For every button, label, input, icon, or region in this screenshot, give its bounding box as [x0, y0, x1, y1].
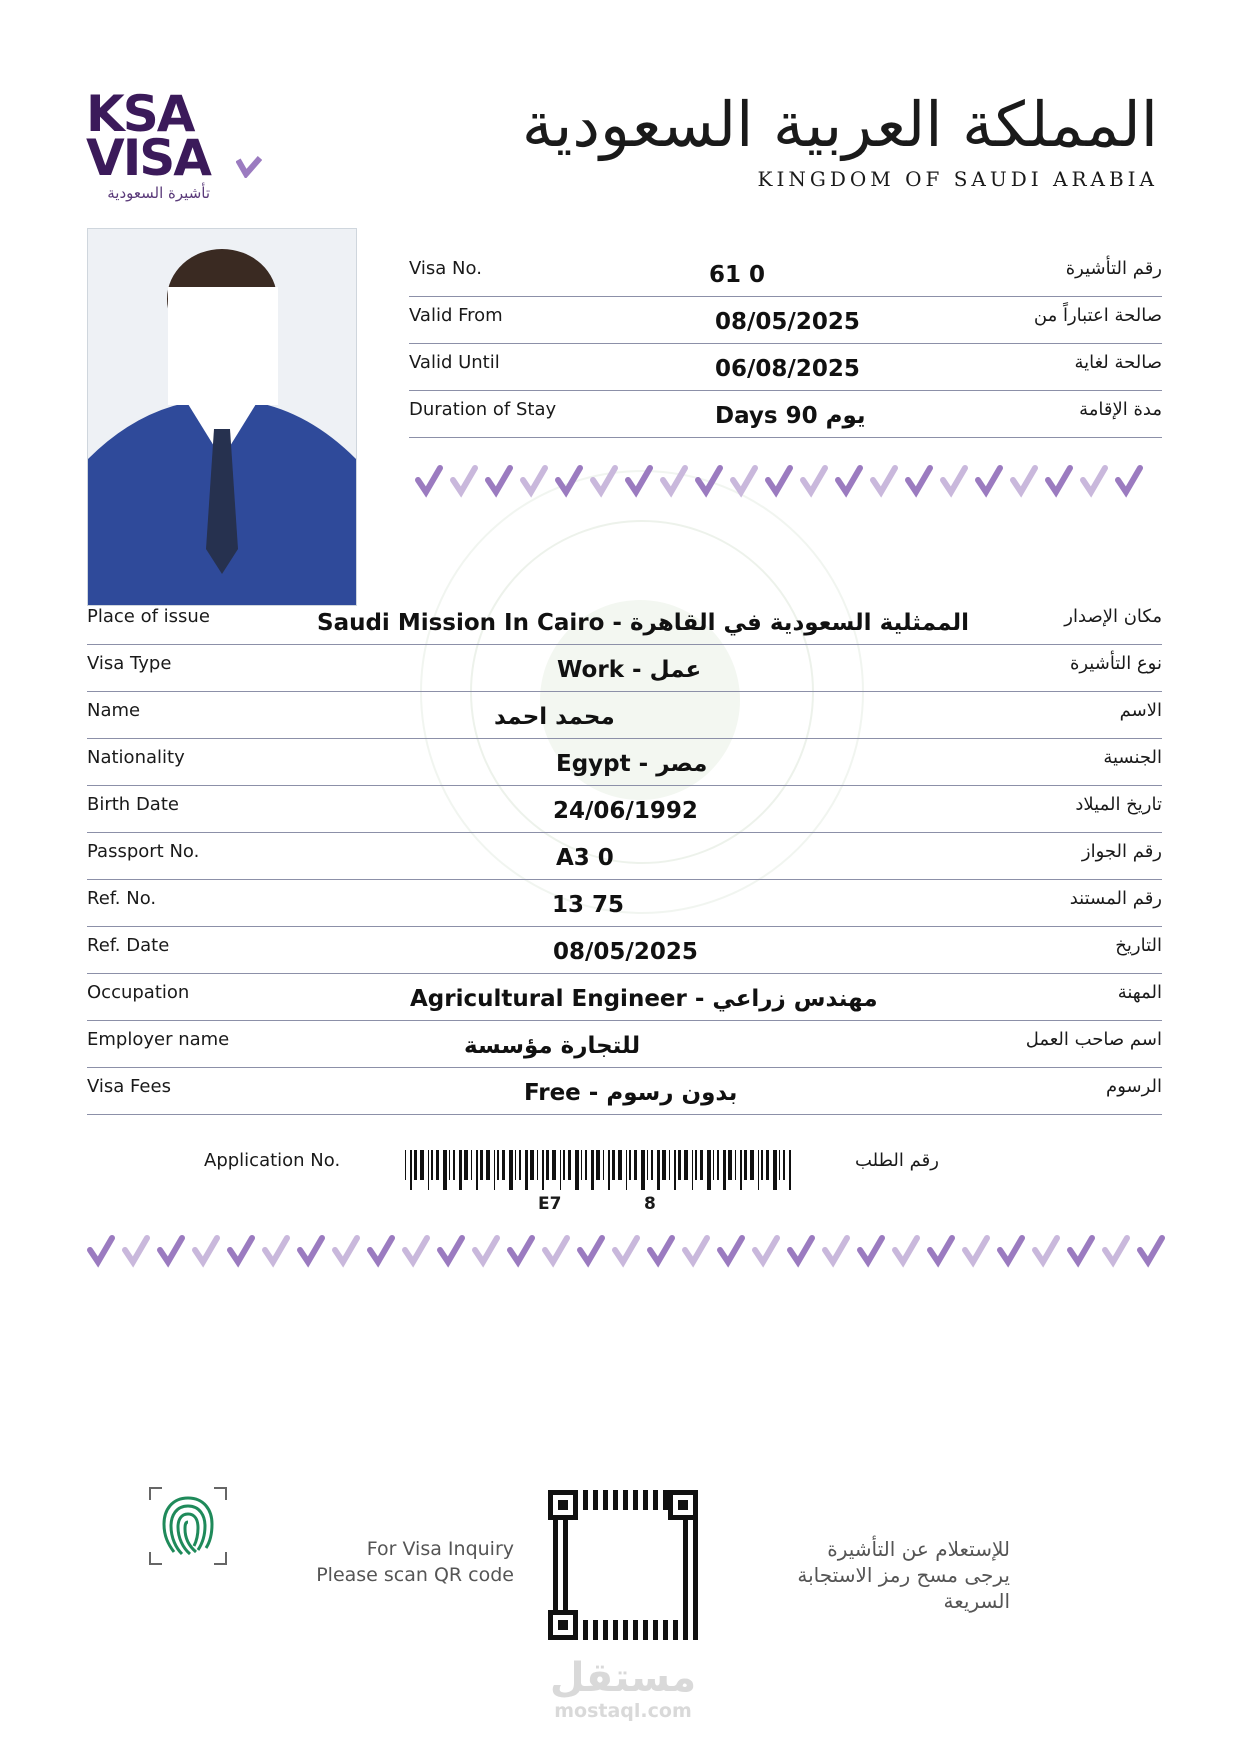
passport-no-row	[87, 833, 1162, 880]
duration-row	[409, 391, 1162, 438]
logo-line2-text: VISA	[86, 129, 211, 187]
name-row	[87, 692, 1162, 739]
check-icon	[574, 1232, 609, 1268]
mostaql-watermark	[540, 1656, 706, 1722]
check-icon	[1112, 462, 1147, 498]
passport-no-value: A3 0	[556, 845, 614, 871]
duration-label: Duration of Stay	[409, 399, 557, 420]
employer-label: Employer name	[87, 1029, 230, 1050]
check-icon	[889, 1232, 924, 1268]
tick-band-upper	[412, 462, 1147, 498]
duration-value: Days 90 يوم	[715, 403, 866, 429]
kingdom-header	[522, 88, 1158, 191]
check-icon	[504, 1232, 539, 1268]
footer-en-line2: Please scan QR code	[316, 1564, 514, 1586]
check-icon	[154, 1232, 189, 1268]
check-icon	[224, 1232, 259, 1268]
place-of-issue-label-ar: مكان الإصدار	[1064, 606, 1162, 627]
logo-line2	[86, 129, 211, 187]
visa-no-row	[409, 250, 1162, 297]
person-photo-icon	[88, 229, 356, 605]
holder-photo	[87, 228, 357, 606]
visa-no-label: Visa No.	[409, 258, 482, 279]
check-icon	[364, 1232, 399, 1268]
footer-ar-line2: يرجى مسح رمز الاستجابة السريعة	[797, 1563, 1010, 1613]
check-icon	[972, 462, 1007, 498]
check-icon	[447, 462, 482, 498]
check-icon	[84, 1232, 119, 1268]
fingerprint-icon	[148, 1486, 228, 1566]
ref-date-value: 08/05/2025	[553, 939, 698, 965]
birth-date-label: Birth Date	[87, 794, 179, 815]
valid-until-label: Valid Until	[409, 352, 500, 373]
employer-label-ar: اسم صاحب العمل	[1025, 1029, 1162, 1050]
check-icon	[469, 1232, 504, 1268]
place-of-issue-label: Place of issue	[87, 606, 210, 627]
check-icon	[294, 1232, 329, 1268]
check-icon	[762, 462, 797, 498]
check-icon	[412, 462, 447, 498]
check-icon	[259, 1232, 294, 1268]
employer-value: للتجارة مؤسسة	[464, 1033, 641, 1059]
visa-type-label: Visa Type	[87, 653, 172, 674]
application-code-left: E7	[538, 1194, 562, 1214]
ref-date-label: Ref. Date	[87, 935, 170, 956]
check-icon	[1099, 1232, 1134, 1268]
application-no-label-ar: رقم الطلب	[855, 1150, 939, 1171]
employer-row	[87, 1021, 1162, 1068]
check-icon	[517, 462, 552, 498]
kingdom-english: KINGDOM OF SAUDI ARABIA	[757, 167, 1158, 191]
check-icon	[609, 1232, 644, 1268]
check-icon	[1064, 1232, 1099, 1268]
visa-fees-row	[87, 1068, 1162, 1115]
logo-check-icon	[236, 156, 262, 178]
occupation-value: Agricultural Engineer - مهندس زراعي	[410, 986, 878, 1012]
footer-en-line1: For Visa Inquiry	[366, 1538, 514, 1560]
check-icon	[797, 462, 832, 498]
visa-fees-value: Free - بدون رسوم	[524, 1080, 738, 1106]
check-icon	[819, 1232, 854, 1268]
qr-code[interactable]	[544, 1486, 702, 1644]
application-code-right: 8	[644, 1194, 656, 1214]
valid-until-value: 06/08/2025	[715, 356, 860, 382]
ref-date-row	[87, 927, 1162, 974]
ref-date-label-ar: التاريخ	[1115, 935, 1162, 956]
ref-no-label: Ref. No.	[87, 888, 157, 909]
valid-from-value: 08/05/2025	[715, 309, 860, 335]
application-no-label: Application No.	[204, 1150, 341, 1171]
check-icon	[622, 462, 657, 498]
valid-from-label: Valid From	[409, 305, 503, 326]
check-icon	[784, 1232, 819, 1268]
mostaql-watermark-ar: مستقل	[549, 1655, 697, 1701]
ref-no-label-ar: رقم المستند	[1069, 888, 1162, 909]
occupation-row	[87, 974, 1162, 1021]
check-icon	[329, 1232, 364, 1268]
name-value: محمد احمد	[494, 704, 615, 730]
birth-date-row	[87, 786, 1162, 833]
nationality-value: Egypt - مصر	[556, 751, 708, 777]
visa-no-label-ar: رقم التأشيرة	[1065, 258, 1162, 279]
visa-type-row	[87, 645, 1162, 692]
check-icon	[1007, 462, 1042, 498]
qr-code-icon	[544, 1486, 702, 1644]
valid-until-label-ar: صالحة لغاية	[1074, 352, 1162, 373]
place-of-issue-value: Saudi Mission In Cairo - الممثلية السعودية في القاهرة	[317, 610, 970, 636]
visa-type-value: Work - عمل	[557, 657, 702, 683]
check-icon	[1029, 1232, 1064, 1268]
valid-from-label-ar: صالحة اعتباراً من	[1033, 305, 1162, 326]
check-icon	[434, 1232, 469, 1268]
check-icon	[854, 1232, 889, 1268]
nationality-label: Nationality	[87, 747, 185, 768]
check-icon	[482, 462, 517, 498]
name-label-ar: الاسم	[1119, 700, 1162, 721]
check-icon	[714, 1232, 749, 1268]
check-icon	[727, 462, 762, 498]
visa-no-value: 61 0	[709, 262, 766, 288]
duration-label-ar: مدة الإقامة	[1079, 399, 1162, 420]
check-icon	[1134, 1232, 1169, 1268]
occupation-label: Occupation	[87, 982, 190, 1003]
ref-no-row	[87, 880, 1162, 927]
check-icon	[539, 1232, 574, 1268]
visa-fees-label: Visa Fees	[87, 1076, 171, 1097]
nationality-label-ar: الجنسية	[1103, 747, 1162, 768]
passport-no-label-ar: رقم الجواز	[1081, 841, 1162, 862]
tick-band-lower	[84, 1232, 1169, 1268]
check-icon	[552, 462, 587, 498]
ref-no-value: 13 75	[552, 892, 625, 918]
check-icon	[1042, 462, 1077, 498]
logo-line1: KSA	[86, 85, 194, 143]
name-label: Name	[87, 700, 141, 721]
nationality-row	[87, 739, 1162, 786]
footer-inquiry-en	[300, 1536, 514, 1588]
logo-arabic: تأشيرة السعودية	[107, 184, 211, 202]
check-icon	[119, 1232, 154, 1268]
check-icon	[994, 1232, 1029, 1268]
check-icon	[679, 1232, 714, 1268]
ksa-visa-logo	[86, 85, 211, 202]
check-icon	[924, 1232, 959, 1268]
footer-inquiry-ar	[728, 1536, 1010, 1614]
kingdom-arabic: المملكة العربية السعودية	[521, 88, 1158, 161]
birth-date-value: 24/06/1992	[553, 798, 698, 824]
passport-no-label: Passport No.	[87, 841, 200, 862]
check-icon	[902, 462, 937, 498]
check-icon	[657, 462, 692, 498]
check-icon	[749, 1232, 784, 1268]
check-icon	[867, 462, 902, 498]
check-icon	[1077, 462, 1112, 498]
check-icon	[692, 462, 727, 498]
check-icon	[189, 1232, 224, 1268]
check-icon	[832, 462, 867, 498]
mostaql-watermark-en: mostaql.com	[554, 1700, 692, 1722]
check-icon	[399, 1232, 434, 1268]
occupation-label-ar: المهنة	[1117, 982, 1162, 1003]
check-icon	[959, 1232, 994, 1268]
check-icon	[644, 1232, 679, 1268]
place-of-issue-row	[87, 598, 1162, 645]
visa-type-label-ar: نوع التأشيرة	[1069, 653, 1162, 674]
footer-ar-line1: للإستعلام عن التأشيرة	[827, 1537, 1010, 1561]
barcode-icon	[405, 1150, 791, 1190]
check-icon	[587, 462, 622, 498]
birth-date-label-ar: تاريخ الميلاد	[1075, 794, 1162, 815]
check-icon	[937, 462, 972, 498]
visa-fees-label-ar: الرسوم	[1106, 1076, 1162, 1097]
valid-from-row	[409, 297, 1162, 344]
valid-until-row	[409, 344, 1162, 391]
